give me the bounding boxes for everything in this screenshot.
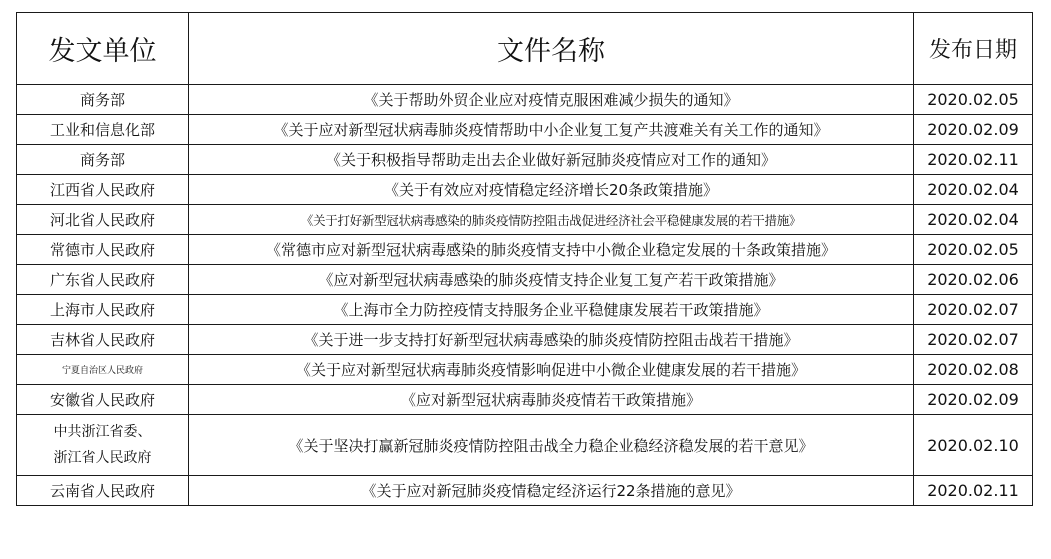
table-row [17, 235, 1033, 265]
title-cell: 《关于应对新冠肺炎疫情稳定经济运行22条措施的意见》 [189, 476, 914, 506]
org-cell: 工业和信息化部 [17, 115, 189, 145]
org-line-2: 浙江省人民政府 [53, 450, 152, 466]
date-cell: 2020.02.11 [914, 145, 1033, 175]
title-cell: 《应对新型冠状病毒感染的肺炎疫情支持企业复工复产若干政策措施》 [189, 265, 914, 295]
org-cell: 商务部 [17, 85, 189, 115]
table-row [17, 85, 1033, 115]
org-cell: 河北省人民政府 [17, 205, 189, 235]
date-cell: 2020.02.07 [914, 325, 1033, 355]
org-cell: 吉林省人民政府 [17, 325, 189, 355]
date-cell: 2020.02.06 [914, 265, 1033, 295]
header-org: 发文单位 [17, 13, 189, 85]
table-row [17, 415, 1033, 476]
date-cell: 2020.02.08 [914, 355, 1033, 385]
org-cell: 宁夏自治区人民政府 [17, 355, 189, 385]
table-header-row [17, 13, 1033, 85]
header-date: 发布日期 [914, 13, 1033, 85]
date-cell: 2020.02.09 [914, 115, 1033, 145]
table-row [17, 205, 1033, 235]
header-title: 文件名称 [189, 13, 914, 85]
table-row [17, 115, 1033, 145]
date-cell: 2020.02.09 [914, 385, 1033, 415]
date-cell: 2020.02.11 [914, 476, 1033, 506]
cropped-caption-fragment [86, 0, 646, 3]
date-cell: 2020.02.04 [914, 175, 1033, 205]
title-cell: 《常德市应对新型冠状病毒感染的肺炎疫情支持中小微企业稳定发展的十条政策措施》 [189, 235, 914, 265]
table-row [17, 175, 1033, 205]
org-cell: 商务部 [17, 145, 189, 175]
title-cell: 《关于打好新型冠状病毒感染的肺炎疫情防控阻击战促进经济社会平稳健康发展的若干措施》 [189, 205, 914, 235]
table-row [17, 476, 1033, 506]
org-line-1: 中共浙江省委、 [53, 424, 152, 440]
org-cell [17, 415, 189, 476]
title-cell: 《关于坚决打赢新冠肺炎疫情防控阻击战全力稳企业稳经济稳发展的若干意见》 [189, 415, 914, 476]
date-cell: 2020.02.05 [914, 85, 1033, 115]
org-cell: 上海市人民政府 [17, 295, 189, 325]
org-cell: 常德市人民政府 [17, 235, 189, 265]
title-cell: 《上海市全力防控疫情支持服务企业平稳健康发展若干政策措施》 [189, 295, 914, 325]
org-cell: 广东省人民政府 [17, 265, 189, 295]
table-row [17, 295, 1033, 325]
policy-documents-table [16, 12, 1033, 506]
title-cell: 《关于应对新型冠状病毒肺炎疫情影响促进中小微企业健康发展的若干措施》 [189, 355, 914, 385]
title-cell: 《关于帮助外贸企业应对疫情克服困难减少损失的通知》 [189, 85, 914, 115]
org-cell: 安徽省人民政府 [17, 385, 189, 415]
org-cell: 云南省人民政府 [17, 476, 189, 506]
table-row [17, 325, 1033, 355]
table-row [17, 265, 1033, 295]
date-cell: 2020.02.07 [914, 295, 1033, 325]
title-cell: 《关于有效应对疫情稳定经济增长20条政策措施》 [189, 175, 914, 205]
org-cell: 江西省人民政府 [17, 175, 189, 205]
table-row [17, 145, 1033, 175]
title-cell: 《关于应对新型冠状病毒肺炎疫情帮助中小企业复工复产共渡难关有关工作的通知》 [189, 115, 914, 145]
date-cell: 2020.02.10 [914, 415, 1033, 476]
date-cell: 2020.02.05 [914, 235, 1033, 265]
table-row [17, 355, 1033, 385]
table-row [17, 385, 1033, 415]
title-cell: 《关于进一步支持打好新型冠状病毒感染的肺炎疫情防控阻击战若干措施》 [189, 325, 914, 355]
title-cell: 《关于积极指导帮助走出去企业做好新冠肺炎疫情应对工作的通知》 [189, 145, 914, 175]
title-cell: 《应对新型冠状病毒肺炎疫情若干政策措施》 [189, 385, 914, 415]
date-cell: 2020.02.04 [914, 205, 1033, 235]
